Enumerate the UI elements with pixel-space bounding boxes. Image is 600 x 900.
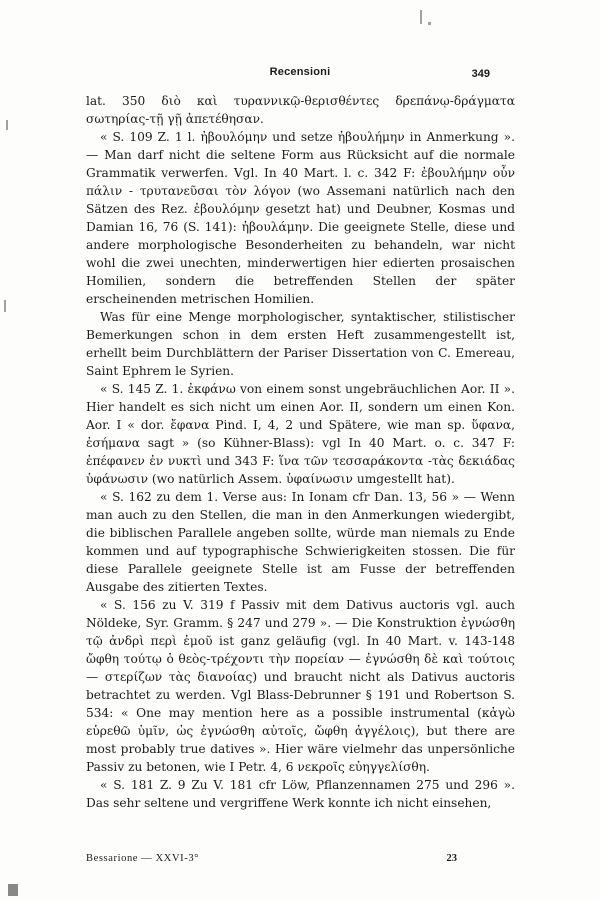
scan-speck: [420, 10, 422, 24]
page-footer: [86, 853, 515, 869]
scan-speck: [428, 22, 431, 25]
paragraph: « S. 145 Z. 1. ἐκφάνω von einem sonst ungebräuchlichen Aor. II ». Hier handelt es sich nicht um einen Aor. II, sondern um einen Kon. Aor. I « dor. ἔφανα Pind. I, 4, 2 und Spätere, wie man sp. ὕφανα, ἐσήμανα sagt » (so Kühner-Blass): vgl In 40 Mart. o. c. 347 F: ἐπέφανεν ἐν νυκτὶ und 343 F: ἵνα τῶν τεσσαράκοντα -τὰς δεκιάδας ὑφάνωσιν (wo natürlich Assem. ὑφαίνωσιν umgestellt hat).: [86, 382, 515, 486]
paragraph: « S. 109 Z. 1 l. ἠβουλόμην und setze ἠβουλήμην in Anmerkung ». — Man darf nicht die seltene Form aus Rücksicht auf die normale Grammatik verwerfen. Vgl. In 40 Mart. l. c. 342 F: ἐβουλήμην οὖν πάλιν - τρυτανεῦσαι τὸν λόγον (wo Assemani natürlich nach den Sätzen des Rez. ἐβουλόμην gesetzt hat) und Deubner, Kosmas und Damian 16, 76 (S. 141): ἠβουλάμην. Die geeignete Stelle, diese und andere morphologische Besonderheiten zu behandeln, war nicht wohl die zwei unechten, minderwertigen hier edierten prosaischen Homilien, sondern die betreffenden Stellen der später erscheinenden metrischen Homilien.: [86, 130, 515, 306]
scan-speck: [8, 884, 18, 896]
journal-reference: Bessarione — XXVI-3°: [86, 853, 200, 864]
paragraph: « S. 156 zu V. 319 f Passiv mit dem Dativus auctoris vgl. auch Nöldeke, Syr. Gramm. § 247 und 279 ». — Die Konstruktion ἐγνώσθη τῷ ἀνδρὶ περὶ ἐμοῦ ist ganz geläufig (vgl. In 40 Mart. v. 143-148 ὤφθη τούτῳ ὁ θεὸς-τρέχοντι τὴν πορείαν — ἐγνώσθη δὲ καὶ τούτοις — στερίζων τὰς διανοίας) und braucht nicht als Dativus auctoris betrachtet zu werden. Vgl Blass-Debrunner § 191 und Robertson S. 534: « One may mention here as a possible instrumental (κἀγὼ εὑρεθῶ ὑμῖν, ὡς ἐγνώσθη αὐτοῖς, ὤφθη ἀγγέλοις), but there are most probably true datives ». Hier wäre vielmehr das unpersönliche Passiv zu betonen, wie I Petr. 4, 6 νεκροῖς εὐηγγελίσθη.: [86, 598, 515, 774]
scan-speck: [4, 300, 6, 312]
body-text: [86, 92, 515, 812]
printer-signature: 23: [446, 853, 457, 864]
paragraph: « S. 181 Z. 9 Zu V. 181 cfr Löw, Pflanzennamen 275 und 296 ». Das sehr seltene und vergriffene Werk konnte ich nicht einsehen,: [86, 778, 515, 810]
scan-speck: [6, 120, 8, 130]
paragraph: Was für eine Menge morphologischer, syntaktischer, stilistischer Bemerkungen schon in dem ersten Heft zusammengestellt ist, erhellt beim Durchblättern der Pariser Dissertation von C. Emereau, Saint Ephrem le Syrien.: [86, 310, 515, 378]
page-number: 349: [471, 68, 490, 80]
running-title: Recensioni: [269, 66, 331, 78]
running-header: [0, 66, 600, 82]
paragraph: « S. 162 zu dem 1. Verse aus: In Ionam cfr Dan. 13, 56 » — Wenn man auch zu den Stellen, die man in den Anmerkungen wiedergibt, die biblischen Parallele angeben sollte, würde man niemals zu Ende kommen und auf typographische Schwierigkeiten stossen. Die für diese Parallele geeignete Stelle ist am Fusse der betreffenden Ausgabe des zitierten Textes.: [86, 490, 515, 594]
paragraph: lat. 350 διὸ καὶ τυραννικῷ-θερισθέντες δρεπάνῳ-δράγματα σωτηρίας-τῇ γῇ ἀπετέθησαν.: [86, 94, 515, 126]
